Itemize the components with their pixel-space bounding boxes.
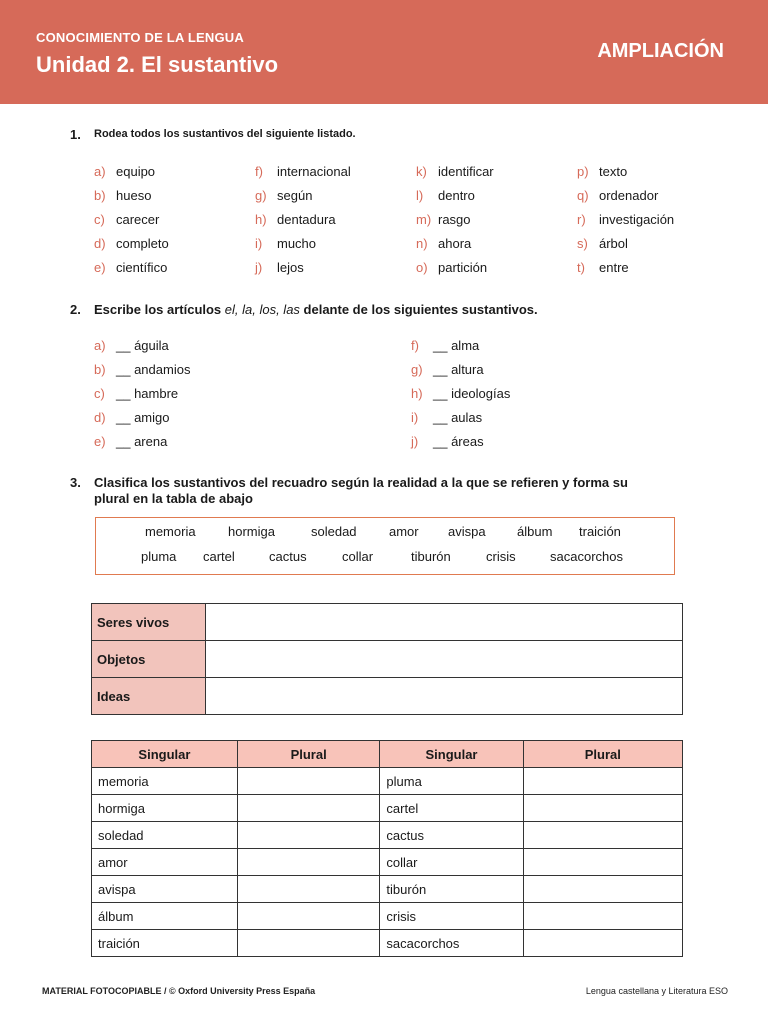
option-word: dentadura (277, 212, 336, 227)
option-letter: n) (416, 236, 428, 251)
box-word: memoria (145, 524, 196, 539)
option-letter: e) (94, 260, 106, 275)
singular-cell: cartel (380, 795, 523, 822)
option-word: según (277, 188, 313, 203)
option-word: texto (599, 164, 628, 179)
q2-option[interactable] (94, 386, 178, 401)
column-header: Singular (380, 741, 523, 768)
q1-option[interactable] (94, 188, 151, 203)
q2-option[interactable] (411, 362, 484, 377)
option-letter: c) (94, 212, 105, 227)
option-word: árbol (599, 236, 628, 251)
option-letter: i) (255, 236, 263, 251)
category-row (92, 604, 683, 641)
q2-option[interactable] (94, 362, 190, 377)
q1-option[interactable] (255, 260, 304, 275)
question-2-number: 2. (70, 302, 81, 317)
q1-option[interactable] (255, 236, 316, 251)
option-letter: o) (416, 260, 428, 275)
q1-option[interactable] (577, 212, 674, 227)
option-letter: j) (411, 434, 419, 449)
box-word: traición (579, 524, 621, 539)
option-letter: f) (411, 338, 419, 353)
q1-option[interactable] (416, 164, 494, 179)
option-word: investigación (599, 212, 675, 227)
option-letter: d) (94, 236, 106, 251)
q2-option[interactable] (411, 410, 482, 425)
option-letter: a) (94, 338, 106, 353)
q1-option[interactable] (577, 236, 628, 251)
q1-option[interactable] (416, 236, 471, 251)
category-table (91, 603, 683, 715)
option-word: completo (116, 236, 169, 251)
option-word: dentro (438, 188, 475, 203)
q1-option[interactable] (94, 164, 155, 179)
option-word: equipo (116, 164, 156, 179)
singular-cell: pluma (380, 768, 523, 795)
box-word: cactus (269, 549, 307, 564)
box-word: crisis (486, 549, 516, 564)
box-word: avispa (448, 524, 486, 539)
option-word: __ arena (116, 434, 168, 449)
q2-option[interactable] (411, 386, 510, 401)
option-letter: j) (255, 260, 263, 275)
category-label: Ideas (92, 678, 206, 715)
plural-answer-cell[interactable] (237, 930, 380, 957)
plural-table (91, 740, 683, 957)
option-letter: k) (416, 164, 427, 179)
q1-option[interactable] (255, 164, 351, 179)
option-word: carecer (116, 212, 160, 227)
plural-answer-cell[interactable] (237, 822, 380, 849)
option-word: internacional (277, 164, 351, 179)
q1-option[interactable] (577, 260, 629, 275)
table-row (92, 822, 683, 849)
option-letter: g) (411, 362, 423, 377)
singular-cell: traición (92, 930, 238, 957)
option-word: __ ideologías (433, 386, 511, 401)
category-row (92, 678, 683, 715)
q1-option[interactable] (94, 212, 159, 227)
singular-cell: hormiga (92, 795, 238, 822)
plural-answer-cell[interactable] (237, 903, 380, 930)
question-3-line-2: plural en la tabla de abajo (94, 491, 253, 506)
q1-option[interactable] (255, 188, 312, 203)
option-word: partición (438, 260, 488, 275)
option-word: __ altura (433, 362, 484, 377)
option-word: __ águila (116, 338, 169, 353)
option-letter: g) (255, 188, 267, 203)
category-label: Seres vivos (92, 604, 206, 641)
singular-cell: álbum (92, 903, 238, 930)
option-word: __ amigo (116, 410, 170, 425)
option-word: __ áreas (433, 434, 484, 449)
option-word: ahora (438, 236, 472, 251)
question-2-text-end: delante de los siguientes sustantivos. (299, 302, 538, 317)
plural-answer-cell[interactable] (237, 795, 380, 822)
box-word: pluma (141, 549, 177, 564)
question-1-number: 1. (70, 127, 81, 142)
box-word: sacacorchos (550, 549, 623, 564)
option-word: lejos (277, 260, 304, 275)
question-2-text-start: Escribe los artículos (94, 302, 225, 317)
level-tag: AMPLIACIÓN (597, 40, 724, 62)
category-answer-cell[interactable] (206, 604, 683, 641)
box-word: tiburón (411, 549, 451, 564)
plural-answer-cell[interactable] (523, 930, 682, 957)
q2-option[interactable] (411, 338, 479, 353)
q2-option[interactable] (94, 338, 169, 353)
plural-answer-cell[interactable] (237, 876, 380, 903)
option-letter: b) (94, 188, 106, 203)
option-letter: t) (577, 260, 585, 275)
option-word: hueso (116, 188, 152, 203)
plural-answer-cell[interactable] (237, 849, 380, 876)
singular-cell: cactus (380, 822, 523, 849)
unit-title: Unidad 2. El sustantivo (36, 52, 279, 77)
singular-cell: soledad (92, 822, 238, 849)
question-3-line-1: Clasifica los sustantivos del recuadro según la realidad a la que se refieren y forma su (94, 475, 628, 490)
plural-answer-cell[interactable] (237, 768, 380, 795)
page-header (0, 0, 768, 104)
category-answer-cell[interactable] (206, 678, 683, 715)
option-word: mucho (277, 236, 317, 251)
option-letter: a) (94, 164, 106, 179)
option-letter: l) (416, 188, 424, 203)
q1-option[interactable] (416, 212, 471, 227)
q2-option[interactable] (94, 410, 169, 425)
question-2-text (94, 302, 538, 317)
q1-option[interactable] (94, 260, 167, 275)
option-letter: m) (416, 212, 432, 227)
option-word: __ andamios (116, 362, 191, 377)
q2-option[interactable] (411, 434, 484, 449)
option-word: __ hambre (116, 386, 179, 401)
box-word: amor (389, 524, 419, 539)
singular-cell: crisis (380, 903, 523, 930)
box-word: soledad (311, 524, 357, 539)
option-letter: i) (411, 410, 419, 425)
box-word: cartel (203, 549, 235, 564)
question-1-text: Rodea todos los sustantivos del siguiente listado. (94, 128, 356, 140)
q1-option[interactable] (577, 164, 627, 179)
option-letter: h) (411, 386, 423, 401)
q2-option[interactable] (94, 434, 167, 449)
category-row (92, 641, 683, 678)
table-row (92, 795, 683, 822)
q1-option[interactable] (255, 212, 336, 227)
column-header: Plural (237, 741, 380, 768)
question-2-articles: el, la, los, las (224, 302, 300, 317)
option-letter: s) (577, 236, 588, 251)
singular-cell: collar (380, 849, 523, 876)
option-word: __ alma (433, 338, 480, 353)
plural-answer-cell[interactable] (523, 903, 682, 930)
box-word: álbum (517, 524, 553, 539)
category-label: Objetos (92, 641, 206, 678)
option-word: científico (116, 260, 168, 275)
word-box (95, 517, 675, 575)
q1-option[interactable] (416, 188, 475, 203)
plural-answer-cell[interactable] (523, 876, 682, 903)
singular-cell: avispa (92, 876, 238, 903)
section-title: CONOCIMIENTO DE LA LENGUA (36, 30, 244, 45)
table-row (92, 849, 683, 876)
plural-answer-cell[interactable] (523, 795, 682, 822)
plural-answer-cell[interactable] (523, 849, 682, 876)
q1-option[interactable] (94, 236, 169, 251)
plural-answer-cell[interactable] (523, 822, 682, 849)
category-answer-cell[interactable] (206, 641, 683, 678)
option-letter: b) (94, 362, 106, 377)
singular-cell: amor (92, 849, 238, 876)
q1-option[interactable] (577, 188, 658, 203)
option-word: identificar (438, 164, 494, 179)
singular-cell: memoria (92, 768, 238, 795)
question-3-number: 3. (70, 475, 81, 490)
column-header: Plural (523, 741, 682, 768)
option-word: rasgo (438, 212, 471, 227)
option-letter: r) (577, 212, 586, 227)
table-row (92, 876, 683, 903)
table-row (92, 768, 683, 795)
option-word: ordenador (599, 188, 659, 203)
footer-copyright: MATERIAL FOTOCOPIABLE / © Oxford University Press España (42, 986, 316, 996)
table-row (92, 930, 683, 957)
option-letter: e) (94, 434, 106, 449)
box-word: hormiga (228, 524, 275, 539)
table-row (92, 903, 683, 930)
option-letter: h) (255, 212, 267, 227)
option-letter: c) (94, 386, 105, 401)
singular-cell: tiburón (380, 876, 523, 903)
option-letter: d) (94, 410, 106, 425)
plural-answer-cell[interactable] (523, 768, 682, 795)
box-word: collar (342, 549, 374, 564)
singular-cell: sacacorchos (380, 930, 523, 957)
option-letter: f) (255, 164, 263, 179)
column-header: Singular (92, 741, 238, 768)
footer-subject: Lengua castellana y Literatura ESO (585, 986, 728, 996)
option-word: __ aulas (433, 410, 483, 425)
option-word: entre (599, 260, 629, 275)
q1-option[interactable] (416, 260, 487, 275)
option-letter: q) (577, 188, 589, 203)
option-letter: p) (577, 164, 589, 179)
